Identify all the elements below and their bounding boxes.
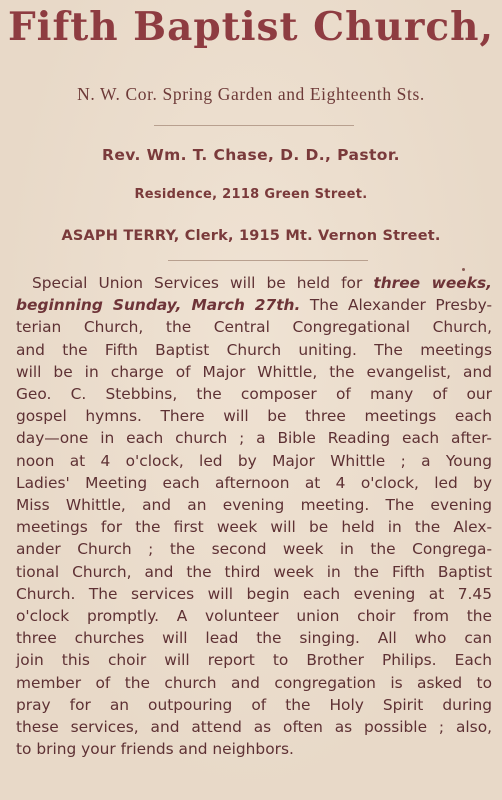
paragraph-line: [16, 427, 492, 449]
line-text: terian Church, the Central Congregational Church,: [16, 318, 492, 337]
paragraph-line: [16, 494, 492, 516]
line-text: meetings for the first week will be held in the Alex-: [16, 518, 492, 537]
announcement-paragraph: [16, 272, 492, 760]
line-text: gospel hymns. There will be three meetings each: [16, 407, 492, 426]
line-text: Geo. C. Stebbins, the composer of many of our: [16, 385, 492, 404]
paragraph-line: [16, 516, 492, 538]
line-text: tional Church, and the third week in the Fifth Baptist: [16, 562, 492, 581]
paragraph-line: [16, 694, 492, 716]
church-title: Fifth Baptist Church,: [7, 4, 495, 50]
paragraph-line: [16, 450, 492, 472]
line-text: Ladies' Meeting each afternoon at 4 o'clock, led by: [16, 473, 492, 492]
line-text: pray for an outpouring of the Holy Spirit during: [16, 695, 492, 714]
line-text: will be in charge of Major Whittle, the evangelist, and: [16, 362, 492, 381]
residence-line: Residence, 2118 Green Street.: [134, 187, 368, 202]
paragraph-line: [16, 649, 492, 671]
line-text: Special Union Services will be held for: [32, 274, 374, 292]
emphasis-text: beginning Sunday, March 27th.: [16, 296, 301, 315]
paragraph-line: [16, 672, 492, 694]
emphasis-text: three weeks,: [373, 274, 492, 292]
paragraph-line: [16, 272, 492, 294]
paragraph-line: [16, 472, 492, 494]
divider-rule: [168, 260, 368, 261]
paragraph-line: [16, 538, 492, 560]
line-text: join this choir will report to Brother Philips. Each: [16, 651, 492, 670]
paragraph-line: [16, 294, 492, 316]
line-text: three churches will lead the singing. All who can: [16, 629, 492, 648]
paragraph-line: [16, 738, 492, 760]
clerk-line: [0, 228, 502, 244]
line-text: day—one in each church ; a Bible Reading each after-: [16, 429, 492, 448]
paragraph-line: [16, 405, 492, 427]
paragraph-line: [16, 361, 492, 383]
line-text: Church. The services will begin each evening at 7.45: [16, 584, 492, 603]
clerk-name: ASAPH TERRY,: [61, 228, 180, 244]
line-text: ander Church ; the second week in the Congrega-: [16, 540, 492, 559]
paragraph-line: [16, 339, 492, 361]
line-text: noon at 4 o'clock, led by Major Whittle ; a Young: [16, 451, 492, 470]
pastor-line: Rev. Wm. T. Chase, D. D., Pastor.: [102, 146, 400, 164]
paragraph-line: [16, 605, 492, 627]
paragraph-line: [16, 561, 492, 583]
line-text: Miss Whittle, and an evening meeting. The evening: [16, 496, 492, 515]
paragraph-line: [16, 583, 492, 605]
line-text: and the Fifth Baptist Church uniting. The meetings: [16, 340, 492, 359]
ink-dot: [462, 268, 465, 271]
church-address: N. W. Cor. Spring Garden and Eighteenth Sts.: [77, 84, 425, 104]
line-text: member of the church and congregation is asked to: [16, 673, 492, 692]
clerk-address: 1915 Mt. Vernon Street.: [238, 228, 441, 244]
paragraph-line: [16, 716, 492, 738]
line-text: o'clock promptly. A volunteer union choir from the: [16, 607, 492, 626]
line-text: The Alexander Presby-: [300, 296, 493, 315]
line-text: to bring your friends and neighbors.: [16, 740, 294, 759]
paragraph-line: [16, 627, 492, 649]
clerk-title: Clerk,: [184, 228, 234, 244]
paragraph-line: [16, 316, 492, 338]
divider-rule: [154, 125, 354, 126]
line-text: these services, and attend as often as possible ; also,: [16, 718, 492, 737]
paragraph-line: [16, 383, 492, 405]
